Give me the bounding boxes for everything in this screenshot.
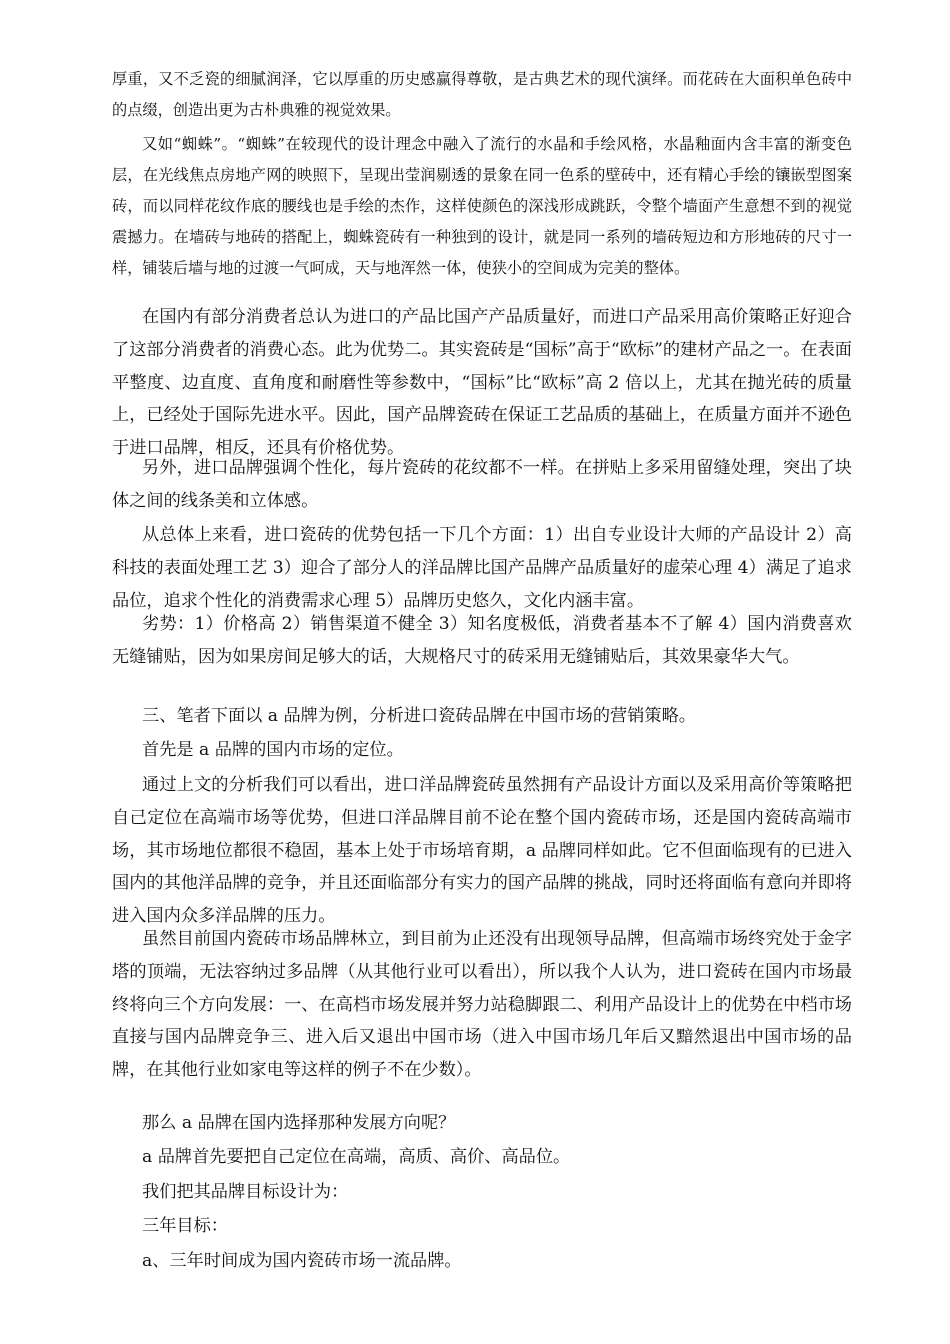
paragraph-brand-positioning: a 品牌首先要把自己定位在高端，高质、高价、高品位。 [142,1147,571,1167]
paragraph-direction-question: 那么 a 品牌在国内选择那种发展方向呢？ [142,1113,456,1133]
paragraph-spider-series: 又如“蜘蛛”。“蜘蛛”在较现代的设计理念中融入了流行的水晶和手绘风格，水晶釉面内含丰富的渐变色层，在光线焦点房地产网的映照下，呈现出莹润剔透的景象在同一色系的壁砖中，还有精心手绘的镶嵌型图案砖，而以同样花纹作底的腰线也是手绘的杰作，这样使颜色的深浅形成跳跃，令整个墙面产生意想不到的视觉震撼力。在墙砖与地砖的搭配上，蜘蛛瓷砖有一种独到的设计，就是同一系列的墙砖短边和方形地砖的尺寸一样，铺装后墙与地的过渡一气呵成，天与地浑然一体，使狭小的空间成为完美的整体。 [112,135,852,277]
paragraph-three-directions: 虽然目前国内瓷砖市场品牌林立，到目前为止还没有出现领导品牌，但高端市场终究处于金字塔的顶端，无法容纳过多品牌（从其他行业可以看出），所以我个人认为，进口瓷砖在国内市场最终将向三个方向发展：一、在高档市场发展并努力站稳脚跟二、利用产品设计上的优势在中档市场直接与国内品牌竞争三、进入后又退出中国市场（进入中国市场几年后又黯然退出中国市场的品牌，在其他行业如家电等这样的例子不在少数）。 [112,929,852,1081]
paragraph-goal-a: a、三年时间成为国内瓷砖市场一流品牌。 [142,1251,462,1271]
paragraph-personalization: 另外，进口品牌强调个性化，每片瓷砖的花纹都不一样。在拼贴上多采用留缝处理，突出了块体之间的线条美和立体感。 [112,458,852,511]
paragraph-three-year-heading: 三年目标： [142,1216,228,1236]
paragraph-domestic-consumers: 在国内有部分消费者总认为进口的产品比国产产品质量好，而进口产品采用高价策略正好迎合了这部分消费者的消费心态。此为优势二。其实瓷砖是“国标”高于“欧标”的建材产品之一。在表面平整度、边直度、直角度和耐磨性等参数中，“国标”比“欧标”高 2 倍以上，尤其在抛光砖的质量上，已经处于国际先进水平。因此，国产品牌瓷砖在保证工艺品质的基础上，在质量方面并不逊色于进口品牌，相反，还具有价格优势。 [112,307,852,459]
paragraph-positioning-intro: 首先是 a 品牌的国内市场的定位。 [142,740,404,760]
paragraph-classic-tiles: 厚重，又不乏瓷的细腻润泽，它以厚重的历史感赢得尊敬，是古典艺术的现代演绎。而花砖在大面积单色砖中的点缀，创造出更为古朴典雅的视觉效果。 [112,70,852,119]
paragraph-brand-goal: 我们把其品牌目标设计为： [142,1182,349,1202]
paragraph-disadvantages: 劣势：1）价格高 2）销售渠道不健全 3）知名度极低，消费者基本不了解 4）国内消费喜欢无缝铺贴，因为如果房间足够大的话，大规格尺寸的砖采用无缝铺贴后，其效果豪华大气。 [112,614,852,667]
paragraph-market-analysis: 通过上文的分析我们可以看出，进口洋品牌瓷砖虽然拥有产品设计方面以及采用高价等策略把自己定位在高端市场等优势，但进口洋品牌目前不论在整个国内瓷砖市场，还是国内瓷砖高端市场，其市场地位都很不稳固，基本上处于市场培育期，a 品牌同样如此。它不但面临现有的已进入国内的其他洋品牌的竞争，并且还面临部分有实力的国产品牌的挑战，同时还将面临有意向并即将进入国内众多洋品牌的压力。 [112,775,852,927]
paragraph-advantages: 从总体上来看，进口瓷砖的优势包括一下几个方面：1）出自专业设计大师的产品设计 2）高科技的表面处理工艺 3）迎合了部分人的洋品牌比国产品牌产品质量好的虚荣心理 4）满足了追求品位，追求个性化的消费需求心理 5）品牌历史悠久，文化内涵丰富。 [112,525,852,611]
paragraph-section-three: 三、笔者下面以 a 品牌为例，分析进口瓷砖品牌在中国市场的营销策略。 [142,706,696,726]
